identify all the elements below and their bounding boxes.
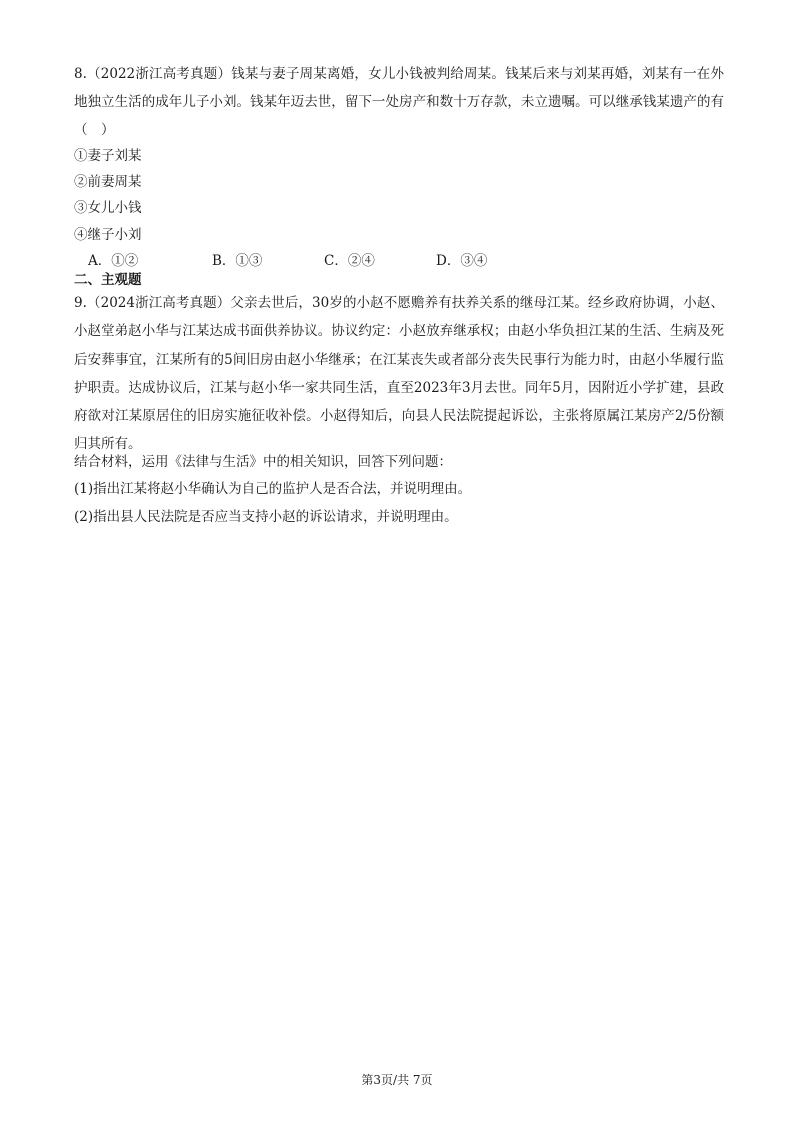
- choice-b: B．①③: [212, 253, 263, 269]
- question-9-sub-1: (1)指出江某将赵小华确认为自己的监护人是否合法，并说明理由。: [74, 481, 472, 497]
- page-footer: 第3页/共 7页: [361, 1073, 433, 1087]
- question-8-item-2: ②前妻周某: [74, 174, 142, 190]
- choice-a: A．①②: [88, 253, 139, 269]
- question-9-sub-2: (2)指出县人民法院是否应当支持小赵的诉讼请求，并说明理由。: [74, 509, 458, 525]
- choice-d: D．③④: [436, 253, 488, 269]
- question-8-stem: 8.（2022浙江高考真题）钱某与妻子周某离婚，女儿小钱被判给周某。钱某后来与刘某再婚，刘某有一在外地独立生活的成年儿子小刘。钱某年迈去世，留下一处房产和数十万存款，未立遗嘱。可以继承钱某遗产的有（ ）: [74, 66, 724, 138]
- question-8-item-3: ③女儿小钱: [74, 200, 142, 216]
- question-9-instruction: 结合材料，运用《法律与生活》中的相关知识，回答下列问题：: [74, 454, 452, 470]
- choice-c: C．②④: [324, 253, 375, 269]
- question-8-item-1: ①妻子刘某: [74, 148, 142, 164]
- question-9-stem: 9.（2024浙江高考真题）父亲去世后，30岁的小赵不愿赡养有扶养关系的继母江某。经乡政府协调，小赵、小赵堂弟赵小华与江某达成书面供养协议。协议约定：小赵放弃继承权；由赵小华负担江某的生活、生病及死后安葬事宜，江某所有的5间旧房由赵小华继承；在江某丧失或者部分丧失民事行为能力时，由赵小华履行监护职责。达成协议后，江某与赵小华一家共同生活，直至2023年3月去世。同年5月，因附近小学扩建，县政府欲对江某原居住的旧房实施征收补偿。小赵得知后，向县人民法院提起诉讼，主张将原属江某房产2/5份额归其所有。: [74, 295, 724, 453]
- question-8-item-4: ④继子小刘: [74, 227, 142, 243]
- section-title: 二、主观题: [74, 272, 142, 288]
- question-8-choices: [88, 250, 688, 272]
